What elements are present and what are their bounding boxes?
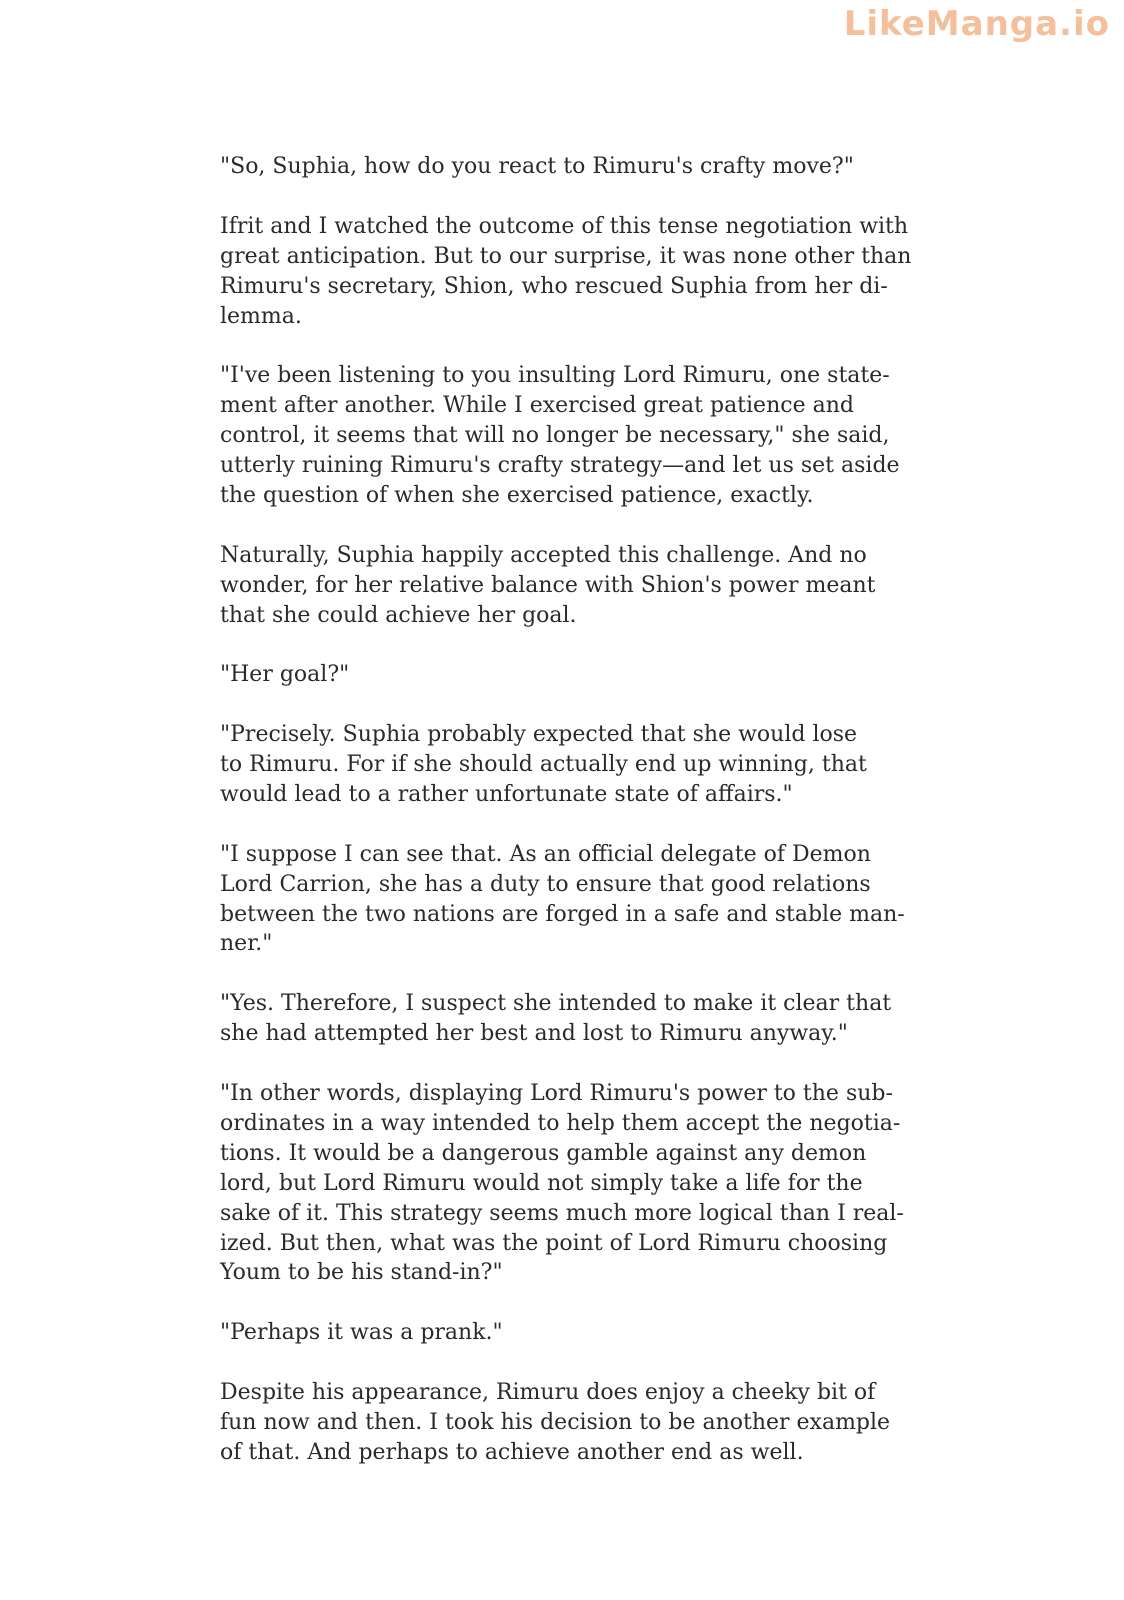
text-line: ordinates in a way intended to help them accept the negotia-: [220, 1110, 901, 1136]
text-line: Rimuru's secretary, Shion, who rescued Suphia from her di-: [220, 273, 888, 299]
text-line: that she could achieve her goal.: [220, 602, 577, 628]
text-line: ment after another. While I exercised great patience and: [220, 393, 854, 419]
paragraph: [220, 840, 905, 960]
text-line: control, it seems that will no longer be necessary," she said,: [220, 423, 890, 449]
text-line: lord, but Lord Rimuru would not simply take a life for the: [220, 1170, 863, 1196]
text-line: "So, Suphia, how do you react to Rimuru's crafty move?": [220, 154, 854, 179]
text-line: utterly ruining Rimuru's crafty strategy—and let us set aside: [220, 453, 900, 479]
text-line: wonder, for her relative balance with Shion's power meant: [220, 572, 876, 598]
paragraph: [220, 720, 870, 810]
text-line: "Yes. Therefore, I suspect she intended to make it clear that: [220, 991, 892, 1017]
text-line: between the two nations are forged in a safe and stable man-: [220, 901, 905, 927]
text-line: "I suppose I can see that. As an official delegate of Demon: [220, 841, 871, 867]
text-line: "In other words, displaying Lord Rimuru's power to the sub-: [220, 1080, 893, 1106]
paragraph: [220, 1318, 870, 1348]
paragraph: [220, 361, 900, 511]
text-line: the question of when she exercised patience, exactly.: [220, 482, 814, 508]
paragraph: [220, 660, 870, 690]
text-line: of that. And perhaps to achieve another end as well.: [220, 1439, 804, 1465]
text-line: Lord Carrion, she has a duty to ensure that good relations: [220, 871, 871, 897]
paragraph: [220, 152, 870, 182]
paragraph: [220, 1079, 904, 1288]
paragraph: [220, 989, 892, 1049]
text-line: she had attempted her best and lost to Rimuru anyway.": [220, 1021, 848, 1047]
paragraph: [220, 212, 912, 332]
text-line: sake of it. This strategy seems much more logical than I real-: [220, 1200, 904, 1226]
site-watermark-logo: LikeManga.io: [843, 4, 1110, 44]
text-line: Ifrit and I watched the outcome of this tense negotiation with: [220, 213, 909, 239]
paragraph: [220, 1378, 891, 1468]
text-line: fun now and then. I took his decision to be another example: [220, 1409, 891, 1435]
text-line: ner.": [220, 931, 273, 957]
text-line: would lead to a rather unfortunate state of affairs.": [220, 781, 793, 807]
text-line: tions. It would be a dangerous gamble against any demon: [220, 1140, 867, 1166]
text-line: "Her goal?": [220, 662, 350, 688]
text-line: "Precisely. Suphia probably expected that she would lose: [220, 722, 858, 748]
text-line: "I've been listening to you insulting Lord Rimuru, one state-: [220, 363, 890, 389]
text-line: to Rimuru. For if she should actually end up winning, that: [220, 752, 867, 778]
paragraph: [220, 541, 876, 631]
text-line: "Perhaps it was a prank.": [220, 1320, 503, 1346]
text-line: Despite his appearance, Rimuru does enjoy a cheeky bit of: [220, 1380, 876, 1405]
text-line: lemma.: [220, 303, 302, 329]
text-line: Youm to be his stand-in?": [220, 1260, 503, 1286]
text-line: great anticipation. But to our surprise, it was none other than: [220, 243, 912, 269]
text-line: Naturally, Suphia happily accepted this challenge. And no: [220, 542, 867, 568]
text-line: ized. But then, what was the point of Lord Rimuru choosing: [220, 1230, 888, 1256]
page-body-text: [220, 152, 912, 1498]
